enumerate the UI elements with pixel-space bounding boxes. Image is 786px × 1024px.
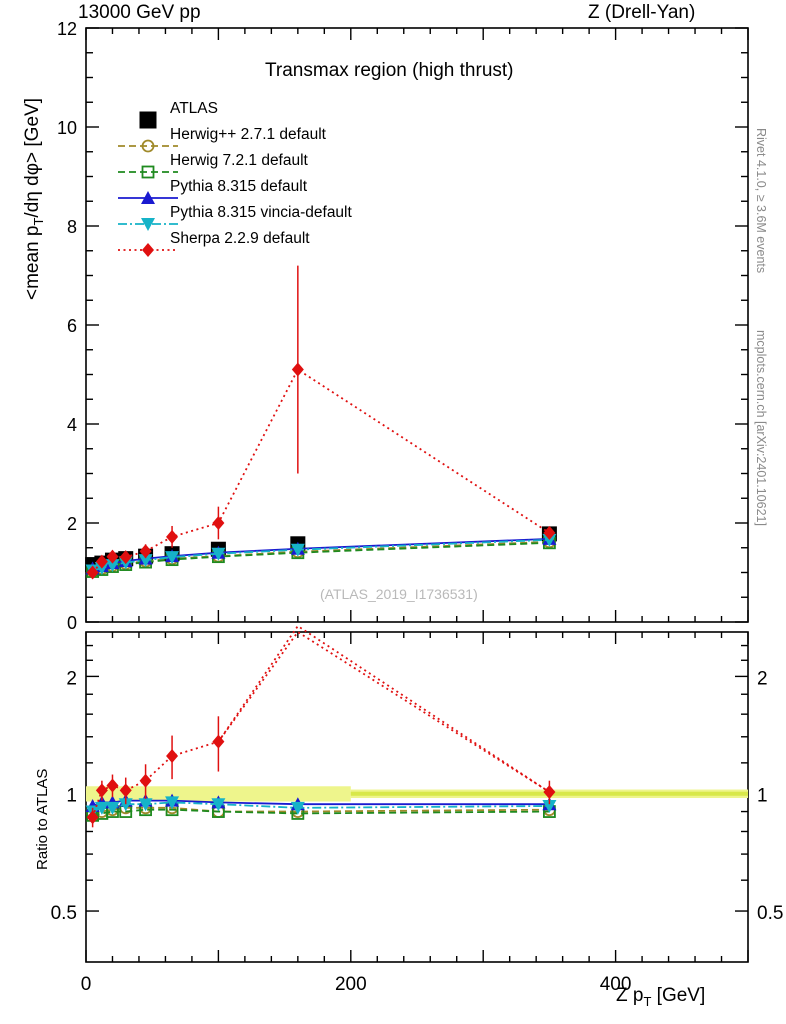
series-line-ratio-spike — [218, 626, 549, 792]
tick-label: 0.5 — [757, 903, 784, 925]
legend-label[interactable]: Sherpa 2.2.9 default — [170, 230, 310, 247]
data-point-marker — [292, 363, 304, 377]
legend-label[interactable]: Pythia 8.315 default — [170, 178, 308, 195]
tick-label: 6 — [66, 316, 77, 336]
uncertainty-band — [86, 786, 748, 801]
data-point-marker — [140, 112, 156, 128]
tick-label: 2 — [66, 668, 77, 690]
y-axis-label: <mean $p_T/d\eta$ dφ> [GeV] — [22, 98, 46, 300]
data-point-marker — [166, 530, 178, 544]
x-axis-label: Z $p_T$ [GeV] — [616, 985, 706, 1009]
tick-label: 0.5 — [50, 903, 77, 925]
side-text-rivet: Rivet 4.1.0, ≥ 3.6M events — [754, 128, 768, 274]
tick-label: 1 — [757, 785, 768, 807]
legend-markers — [118, 112, 178, 257]
header-left: 13000 GeV pp — [78, 2, 201, 23]
tick-label: 4 — [66, 415, 77, 435]
tick-label: 2 — [757, 668, 768, 690]
tick-label: 1 — [66, 785, 77, 807]
tick-label: 12 — [56, 19, 77, 39]
side-text-mcplots: mcplots.cern.ch [arXiv:2401.10621] — [754, 330, 768, 526]
dataset-watermark: (ATLAS_2019_I1736531) — [320, 586, 478, 602]
legend-label[interactable]: Herwig 7.2.1 default — [170, 152, 308, 169]
tick-label: 10 — [56, 118, 77, 138]
ratio-y-axis-label: Ratio to ATLAS — [34, 768, 51, 870]
chart-title: Transmax region (high thrust) — [265, 60, 514, 81]
tick-label: 8 — [66, 217, 77, 237]
tick-labels — [51, 19, 784, 995]
legend-label[interactable]: ATLAS — [170, 100, 218, 117]
tick-label: 0 — [66, 613, 77, 633]
data-point-marker — [212, 516, 224, 530]
tick-label: 0 — [80, 974, 92, 995]
legend-label[interactable]: Pythia 8.315 vincia-default — [170, 204, 352, 221]
tick-label: 2 — [66, 514, 77, 534]
header-right: Z (Drell-Yan) — [588, 2, 696, 23]
series-main-panel — [86, 266, 557, 580]
data-point-marker — [142, 243, 154, 257]
tick-label: 400 — [599, 974, 632, 995]
tick-label: 200 — [334, 974, 367, 995]
legend-label[interactable]: Herwig++ 2.7.1 default — [170, 126, 326, 143]
